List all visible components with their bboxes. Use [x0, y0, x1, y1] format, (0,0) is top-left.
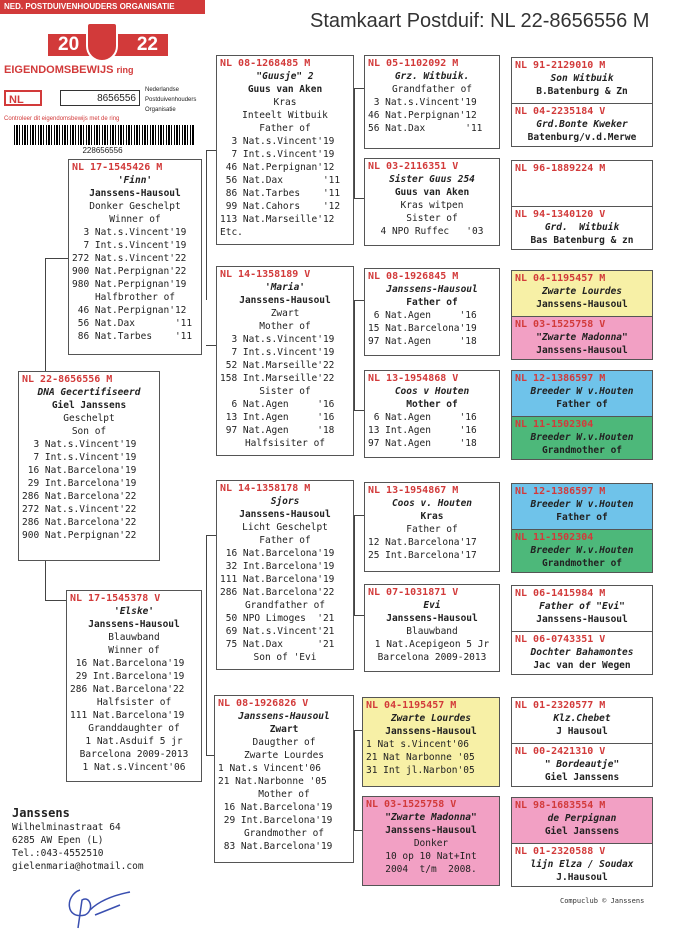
card-line: 113 Nat.Marseille'12: [220, 214, 335, 225]
sire-half: [512, 58, 652, 103]
card-line: 6 Nat.Agen '16: [368, 310, 477, 321]
card-line: 7 Int.s.Vincent'19: [72, 240, 187, 251]
card-line: Mother of: [259, 321, 311, 332]
ring-number: NL 96-1889224 M: [515, 163, 606, 174]
owner-city: 6285 AW Epen (L): [12, 835, 104, 846]
pigeon-card-dss: [364, 482, 500, 572]
ring-number: NL 04-2235184 V: [515, 106, 606, 117]
signature: [60, 880, 140, 930]
ring-number: NL 17-1545378 V: [70, 593, 161, 604]
card-line: Winner of: [109, 214, 161, 225]
pigeon-card-sss: [364, 55, 500, 149]
pigeon-card-gen5: [511, 797, 653, 887]
card-line: Donker Geschelpt: [89, 201, 181, 212]
ring-number: NL 08-1268485 M: [220, 58, 311, 69]
card-line: Father of: [259, 123, 311, 134]
card-line: Janssens-Hausoul: [239, 509, 331, 520]
card-line: 15 Nat.Barcelona'19: [368, 323, 477, 334]
card-line: 12 Nat.Barcelona'17: [368, 537, 477, 548]
connector: [354, 730, 355, 830]
pigeon-card-ddd: [362, 796, 500, 886]
card-line: Father of: [556, 399, 608, 410]
barcode: [14, 125, 194, 145]
card-line: 286 Nat.Barcelona'22: [22, 517, 137, 528]
pigeon-card-gen5: [511, 57, 653, 147]
card-line: 21 Nat.Narbonne '05: [218, 776, 327, 787]
owner-name: Janssens: [12, 806, 70, 820]
pigeon-card-sire: [68, 159, 202, 355]
card-line: 1 Nat.Acepigeon 5 Jr: [374, 639, 490, 650]
card-line: 16 Nat.Barcelona'19: [70, 658, 185, 669]
card-line: 29 Int.Barcelona'19: [70, 671, 185, 682]
card-line: Halfsisiter of: [244, 438, 326, 449]
card-line: Janssens-Hausoul: [386, 284, 478, 295]
ring-number: NL 01-2320588 V: [515, 846, 606, 857]
dam-half: [512, 843, 652, 887]
pigeon-card-dds: [362, 697, 500, 787]
card-line: 25 Int.Barcelona'17: [368, 550, 477, 561]
card-line: Zwarte Lourdes: [541, 286, 623, 297]
connector: [206, 535, 216, 536]
card-line: 83 Nat.Barcelona'19: [218, 841, 333, 852]
footer-credit: Compuclub © Janssens: [560, 897, 645, 905]
connector: [354, 300, 364, 301]
card-line: B.Batenburg & Zn: [536, 86, 628, 97]
card-line: Janssens-Hausoul: [88, 619, 180, 630]
page-title: Stamkaart Postduif: NL 22-8656556 M: [310, 10, 650, 32]
card-line: Giel Janssens: [544, 826, 620, 837]
card-line: Grz. Witbuik.: [394, 71, 470, 82]
card-line: 97 Nat.Agen '18: [368, 438, 477, 449]
pigeon-card-gen5: [511, 370, 653, 460]
card-line: Breeder W.v.Houten: [530, 432, 634, 443]
card-line: 10 op 10 Nat+Int: [385, 851, 477, 862]
card-line: Father of: [556, 512, 608, 523]
sticker-ownership-text: EIGENDOMSBEWIJS: [4, 64, 114, 76]
ring-number: NL 98-1683554 M: [515, 800, 606, 811]
card-line: Bas Batenburg & zn: [530, 235, 634, 246]
sire-half: [512, 484, 652, 529]
card-line: Breeder W v.Houten: [530, 386, 634, 397]
ring-number: NL 13-1954868 V: [368, 373, 459, 384]
dam-half: [512, 743, 652, 787]
pigeon-card-ss: [216, 55, 354, 245]
card-line: 29 Int.Barcelona'19: [218, 815, 333, 826]
sticker-np3: Organisatie: [145, 107, 176, 113]
connector: [45, 258, 70, 259]
card-line: Grandmother of: [541, 558, 623, 569]
owner-tel: Tel.:043-4552510: [12, 848, 104, 859]
card-line: Father of: [406, 524, 458, 535]
card-line: Grd. Witbuik: [544, 222, 620, 233]
card-line: Janssens-Hausoul: [536, 299, 628, 310]
card-line: Kras: [420, 511, 444, 522]
sire-half: [512, 698, 652, 743]
sticker-org: NED. POSTDUIVENHOUDERS ORGANISATIE: [0, 0, 205, 14]
ring-number: NL 14-1358189 V: [220, 269, 311, 280]
barcode-number: 228656556: [82, 146, 123, 155]
pigeon-card-dd: [214, 695, 354, 863]
card-line: Batenburg/v.d.Merwe: [527, 132, 637, 143]
card-line: Winner of: [108, 645, 160, 656]
card-line: 46 Nat.Perpignan'12: [72, 305, 187, 316]
ring-number: NL 05-1102092 M: [368, 58, 459, 69]
card-line: 97 Nat.Agen '18: [220, 425, 335, 436]
card-line: Father of: [406, 297, 458, 308]
ring-number: NL 04-1195457 M: [515, 273, 606, 284]
card-line: 272 Nat.s.Vincent'22: [72, 253, 187, 264]
connector: [206, 150, 207, 300]
card-line: 16 Nat.Barcelona'19: [220, 548, 335, 559]
card-line: 111 Nat.Barcelona'19: [220, 574, 335, 585]
pigeon-card-sds: [364, 268, 500, 356]
dam-half: [512, 316, 652, 360]
dam-half: [512, 416, 652, 460]
card-line: 13 Int.Agen '16: [220, 412, 335, 423]
card-line: Grandfather of: [391, 84, 473, 95]
card-line: "Zwarte Madonna": [385, 812, 477, 823]
connector: [354, 515, 364, 516]
owner-street: Wilhelminastraat 64: [12, 822, 121, 833]
card-line: 1 Nat.Asduif 5 jr: [85, 736, 183, 747]
card-line: Blauwband: [406, 626, 458, 637]
ring-number: NL 12-1386597 M: [515, 373, 606, 384]
card-line: Kras witpen: [400, 200, 464, 211]
card-line: J Hausoul: [556, 726, 608, 737]
card-line: 3 Nat.s.Vincent'19: [220, 334, 335, 345]
card-line: 6 Nat.Agen '16: [220, 399, 335, 410]
card-line: 980 Nat.Perpignan'19: [72, 279, 187, 290]
card-line: Son of: [71, 426, 107, 437]
pigeon-card-dsd: [364, 584, 500, 672]
card-line: Etc.: [220, 227, 243, 238]
card-line: 6 Nat.Agen '16: [368, 412, 477, 423]
card-line: 7 Int.s.Vincent'19: [220, 347, 335, 358]
card-line: Father of: [259, 535, 311, 546]
ring-number: NL 13-1954867 M: [368, 485, 459, 496]
card-line: 50 NPO Limoges '21: [220, 613, 335, 624]
sticker-nl: NL: [4, 90, 42, 106]
card-line: Klz.Chebet: [553, 713, 611, 724]
ring-number: NL 08-1926845 M: [368, 271, 459, 282]
card-line: 52 Nat.Marseille'22: [220, 360, 335, 371]
card-line: Barcelona 2009-2013: [79, 749, 189, 760]
connector: [206, 150, 216, 151]
pigeon-card-gen5: [511, 483, 653, 573]
card-line: 'Finn': [117, 175, 153, 186]
ring-number: NL 11-1502304: [515, 419, 594, 430]
ring-number: NL 91-2129010 M: [515, 60, 606, 71]
card-line: 13 Int.Agen '16: [368, 425, 477, 436]
card-line: Janssens-Hausoul: [385, 726, 477, 737]
card-line: 1 Nat s.Vincent'06: [366, 739, 469, 750]
card-line: Sister of: [259, 386, 311, 397]
card-line: Licht Geschelpt: [242, 522, 328, 533]
dam-half: [512, 206, 652, 250]
sticker-np1: Nederlandse: [145, 87, 180, 93]
card-line: 7 Int.s.Vincent'19: [22, 452, 137, 463]
dam-half: [512, 103, 652, 147]
ring-number: NL 04-1195457 M: [366, 700, 457, 711]
card-line: 1 Nat.s Vincent'06: [218, 763, 321, 774]
card-line: Granddaughter of: [88, 723, 180, 734]
ring-number: NL 03-2116351 V: [368, 161, 459, 172]
card-line: Jac van der Wegen: [533, 660, 631, 671]
card-line: Mother of: [258, 789, 310, 800]
card-line: DNA Gecertifiseerd: [37, 387, 141, 398]
connector: [354, 198, 364, 199]
ring-number: NL 14-1358178 M: [220, 483, 311, 494]
card-line: 46 Nat.Perpignan'12: [220, 162, 335, 173]
card-line: Son of 'Evi: [253, 652, 317, 663]
card-line: Coos v Houten: [394, 386, 470, 397]
pigeon-card-sd: [216, 266, 354, 456]
connector: [354, 300, 355, 410]
card-line: Halfbrother of: [94, 292, 176, 303]
card-line: Guus van Aken: [247, 84, 323, 95]
card-line: Zwarte Lourdes: [390, 713, 472, 724]
card-line: " Bordeautje": [544, 759, 620, 770]
sire-half: [512, 586, 652, 631]
card-line: Giel Janssens: [51, 400, 127, 411]
connector: [206, 535, 207, 755]
card-line: 56 Nat.Dax '11: [220, 175, 341, 186]
card-line: 86 Nat.Tarbes '11: [72, 331, 193, 342]
card-line: Grd.Bonte Kweker: [536, 119, 628, 130]
ring-number: NL 08-1926826 V: [218, 698, 309, 709]
ring-number: NL 00-2421310 V: [515, 746, 606, 757]
card-line: Sister Guus 254: [389, 174, 475, 185]
card-line: 'Maria': [264, 282, 306, 293]
card-line: 16 Nat.Barcelona'19: [22, 465, 137, 476]
card-line: Sister of: [406, 213, 458, 224]
card-line: 3 Nat.s.Vincent'19: [220, 136, 335, 147]
card-line: 'Elske': [113, 606, 155, 617]
owner-email: gielenmaria@hotmail.com: [12, 861, 144, 872]
dam-half: [512, 631, 652, 675]
card-line: Sjors: [270, 496, 300, 507]
connector: [45, 600, 67, 601]
connector: [354, 615, 364, 616]
card-line: Giel Janssens: [544, 772, 620, 783]
card-line: Son Witbuik: [550, 73, 614, 84]
card-line: Zwart: [269, 724, 299, 735]
card-line: 86 Nat.Tarbes '11: [220, 188, 341, 199]
card-line: 3 Nat.s.Vincent'19: [72, 227, 187, 238]
card-line: 56 Nat.Dax '11: [368, 123, 483, 134]
ring-number: NL 03-1525758 V: [515, 319, 606, 330]
connector: [206, 345, 216, 346]
sire-half: [512, 271, 652, 316]
card-line: lijn Elza / Soudax: [530, 859, 634, 870]
card-line: 75 Nat.Dax '21: [220, 639, 335, 650]
sticker-year-right: 22: [136, 34, 158, 55]
card-line: 7 Int.s.Vincent'19: [220, 149, 335, 160]
card-line: 31 Int jl.Narbon'05: [366, 765, 475, 776]
connector: [354, 88, 355, 198]
card-line: 69 Nat.s.Vincent'21: [220, 626, 335, 637]
card-line: 56 Nat.Dax '11: [72, 318, 193, 329]
ring-number: NL 11-1502304: [515, 532, 594, 543]
card-line: de Perpignan: [547, 813, 617, 824]
ring-number: NL 94-1340120 V: [515, 209, 606, 220]
card-line: Grandmother of: [541, 445, 623, 456]
card-line: Janssens-Hausoul: [536, 345, 628, 356]
owner-info: [12, 805, 144, 873]
ring-number: NL 22-8656556 M: [22, 374, 113, 385]
card-line: 286 Nat.Barcelona'22: [220, 587, 335, 598]
ring-number: NL 06-1415984 M: [515, 588, 606, 599]
pigeon-card-ssd: [364, 158, 500, 246]
ring-number: NL 07-1031871 V: [368, 587, 459, 598]
pigeon-card-dam: [66, 590, 202, 782]
ring-number: NL 03-1525758 V: [366, 799, 457, 810]
pigeon-card-gen5: [511, 160, 653, 250]
sticker-np2: Postduivenhouders: [145, 97, 197, 103]
sire-half: [512, 161, 652, 206]
lion-shield-icon: [86, 22, 118, 62]
card-line: Zwarte Lourdes: [243, 750, 325, 761]
card-line: 1 Nat.s.Vincent'06: [82, 762, 186, 773]
ring-number: NL 12-1386597 M: [515, 486, 606, 497]
card-line: "Guusje" 2: [256, 71, 314, 82]
card-line: "Zwarte Madonna": [536, 332, 628, 343]
pigeon-card-gen5: [511, 697, 653, 787]
pigeon-card-ds: [216, 480, 354, 670]
card-line: Father of "Evi": [539, 601, 625, 612]
sticker-ownership: [4, 64, 133, 76]
card-line: Inteelt Witbuik: [242, 110, 328, 121]
card-line: 2004 t/m 2008.: [385, 864, 477, 875]
card-line: Halfsister of: [96, 697, 172, 708]
connector: [354, 410, 364, 411]
card-line: Blauwband: [108, 632, 160, 643]
card-line: 3 Nat.s.Vincent'19: [368, 97, 477, 108]
sire-half: [512, 371, 652, 416]
card-line: Dochter Bahamontes: [530, 647, 634, 658]
card-line: Guus van Aken: [394, 187, 470, 198]
card-line: Zwart: [270, 308, 300, 319]
card-line: Evi: [423, 600, 441, 611]
dam-half: [512, 529, 652, 573]
card-line: Grandmother of: [243, 828, 325, 839]
card-line: Barcelona 2009-2013: [377, 652, 487, 663]
card-line: Donker: [413, 838, 449, 849]
pigeon-card-gen5: [511, 270, 653, 360]
card-line: 32 Int.Barcelona'19: [220, 561, 335, 572]
sire-half: [512, 798, 652, 843]
card-line: 97 Nat.Agen '18: [368, 336, 477, 347]
sticker-year-left: 20: [58, 34, 80, 55]
card-line: Kras: [273, 97, 297, 108]
sticker-ring-sub: ring: [116, 65, 134, 75]
sticker-ring-number: 8656556: [60, 90, 140, 106]
card-line: 158 Int.Marseille'22: [220, 373, 335, 384]
card-line: Daugther of: [252, 737, 316, 748]
connector: [45, 560, 46, 600]
card-line: Grandfather of: [244, 600, 326, 611]
card-line: 16 Nat.Barcelona'19: [218, 802, 333, 813]
card-line: 46 Nat.Perpignan'12: [368, 110, 477, 121]
card-line: 99 Nat.Cahors '12: [220, 201, 341, 212]
card-line: Janssens-Hausoul: [385, 825, 477, 836]
card-line: Coos v. Houten: [391, 498, 473, 509]
card-line: Janssens-Hausoul: [238, 711, 330, 722]
ring-number: NL 01-2320577 M: [515, 700, 606, 711]
card-line: Janssens-Hausoul: [239, 295, 331, 306]
pigeon-card-main: [18, 371, 160, 561]
ring-number: NL 06-0743351 V: [515, 634, 606, 645]
ownership-sticker: [0, 0, 205, 155]
card-line: Breeder W v.Houten: [530, 499, 634, 510]
ring-number: NL 17-1545426 M: [72, 162, 163, 173]
card-line: 900 Nat.Perpignan'22: [22, 530, 137, 541]
pigeon-card-gen5: [511, 585, 653, 675]
card-line: Mother of: [406, 399, 458, 410]
sticker-control-text: Controleer dit eigendomsbewijs met de ring: [4, 116, 120, 122]
connector: [354, 88, 364, 89]
card-line: 3 Nat.s.Vincent'19: [22, 439, 137, 450]
pigeon-card-sdd: [364, 370, 500, 458]
card-line: Janssens-Hausoul: [536, 614, 628, 625]
sticker-npo: [145, 85, 196, 115]
card-line: 286 Nat.Barcelona'22: [22, 491, 137, 502]
card-line: 900 Nat.Perpignan'22: [72, 266, 187, 277]
card-line: J.Hausoul: [556, 872, 608, 883]
card-line: 29 Int.Barcelona'19: [22, 478, 137, 489]
card-line: Janssens-Hausoul: [386, 613, 478, 624]
card-line: Breeder W.v.Houten: [530, 545, 634, 556]
card-line: Geschelpt: [63, 413, 115, 424]
card-line: 111 Nat.Barcelona'19: [70, 710, 185, 721]
card-line: 272 Nat.s.Vincent'22: [22, 504, 137, 515]
card-line: 4 NPO Ruffec '03: [380, 226, 484, 237]
connector: [45, 258, 46, 373]
card-line: Janssens-Hausoul: [89, 188, 181, 199]
card-line: 286 Nat.Barcelona'22: [70, 684, 185, 695]
card-line: 21 Nat Narbonne '05: [366, 752, 475, 763]
connector: [354, 515, 355, 615]
